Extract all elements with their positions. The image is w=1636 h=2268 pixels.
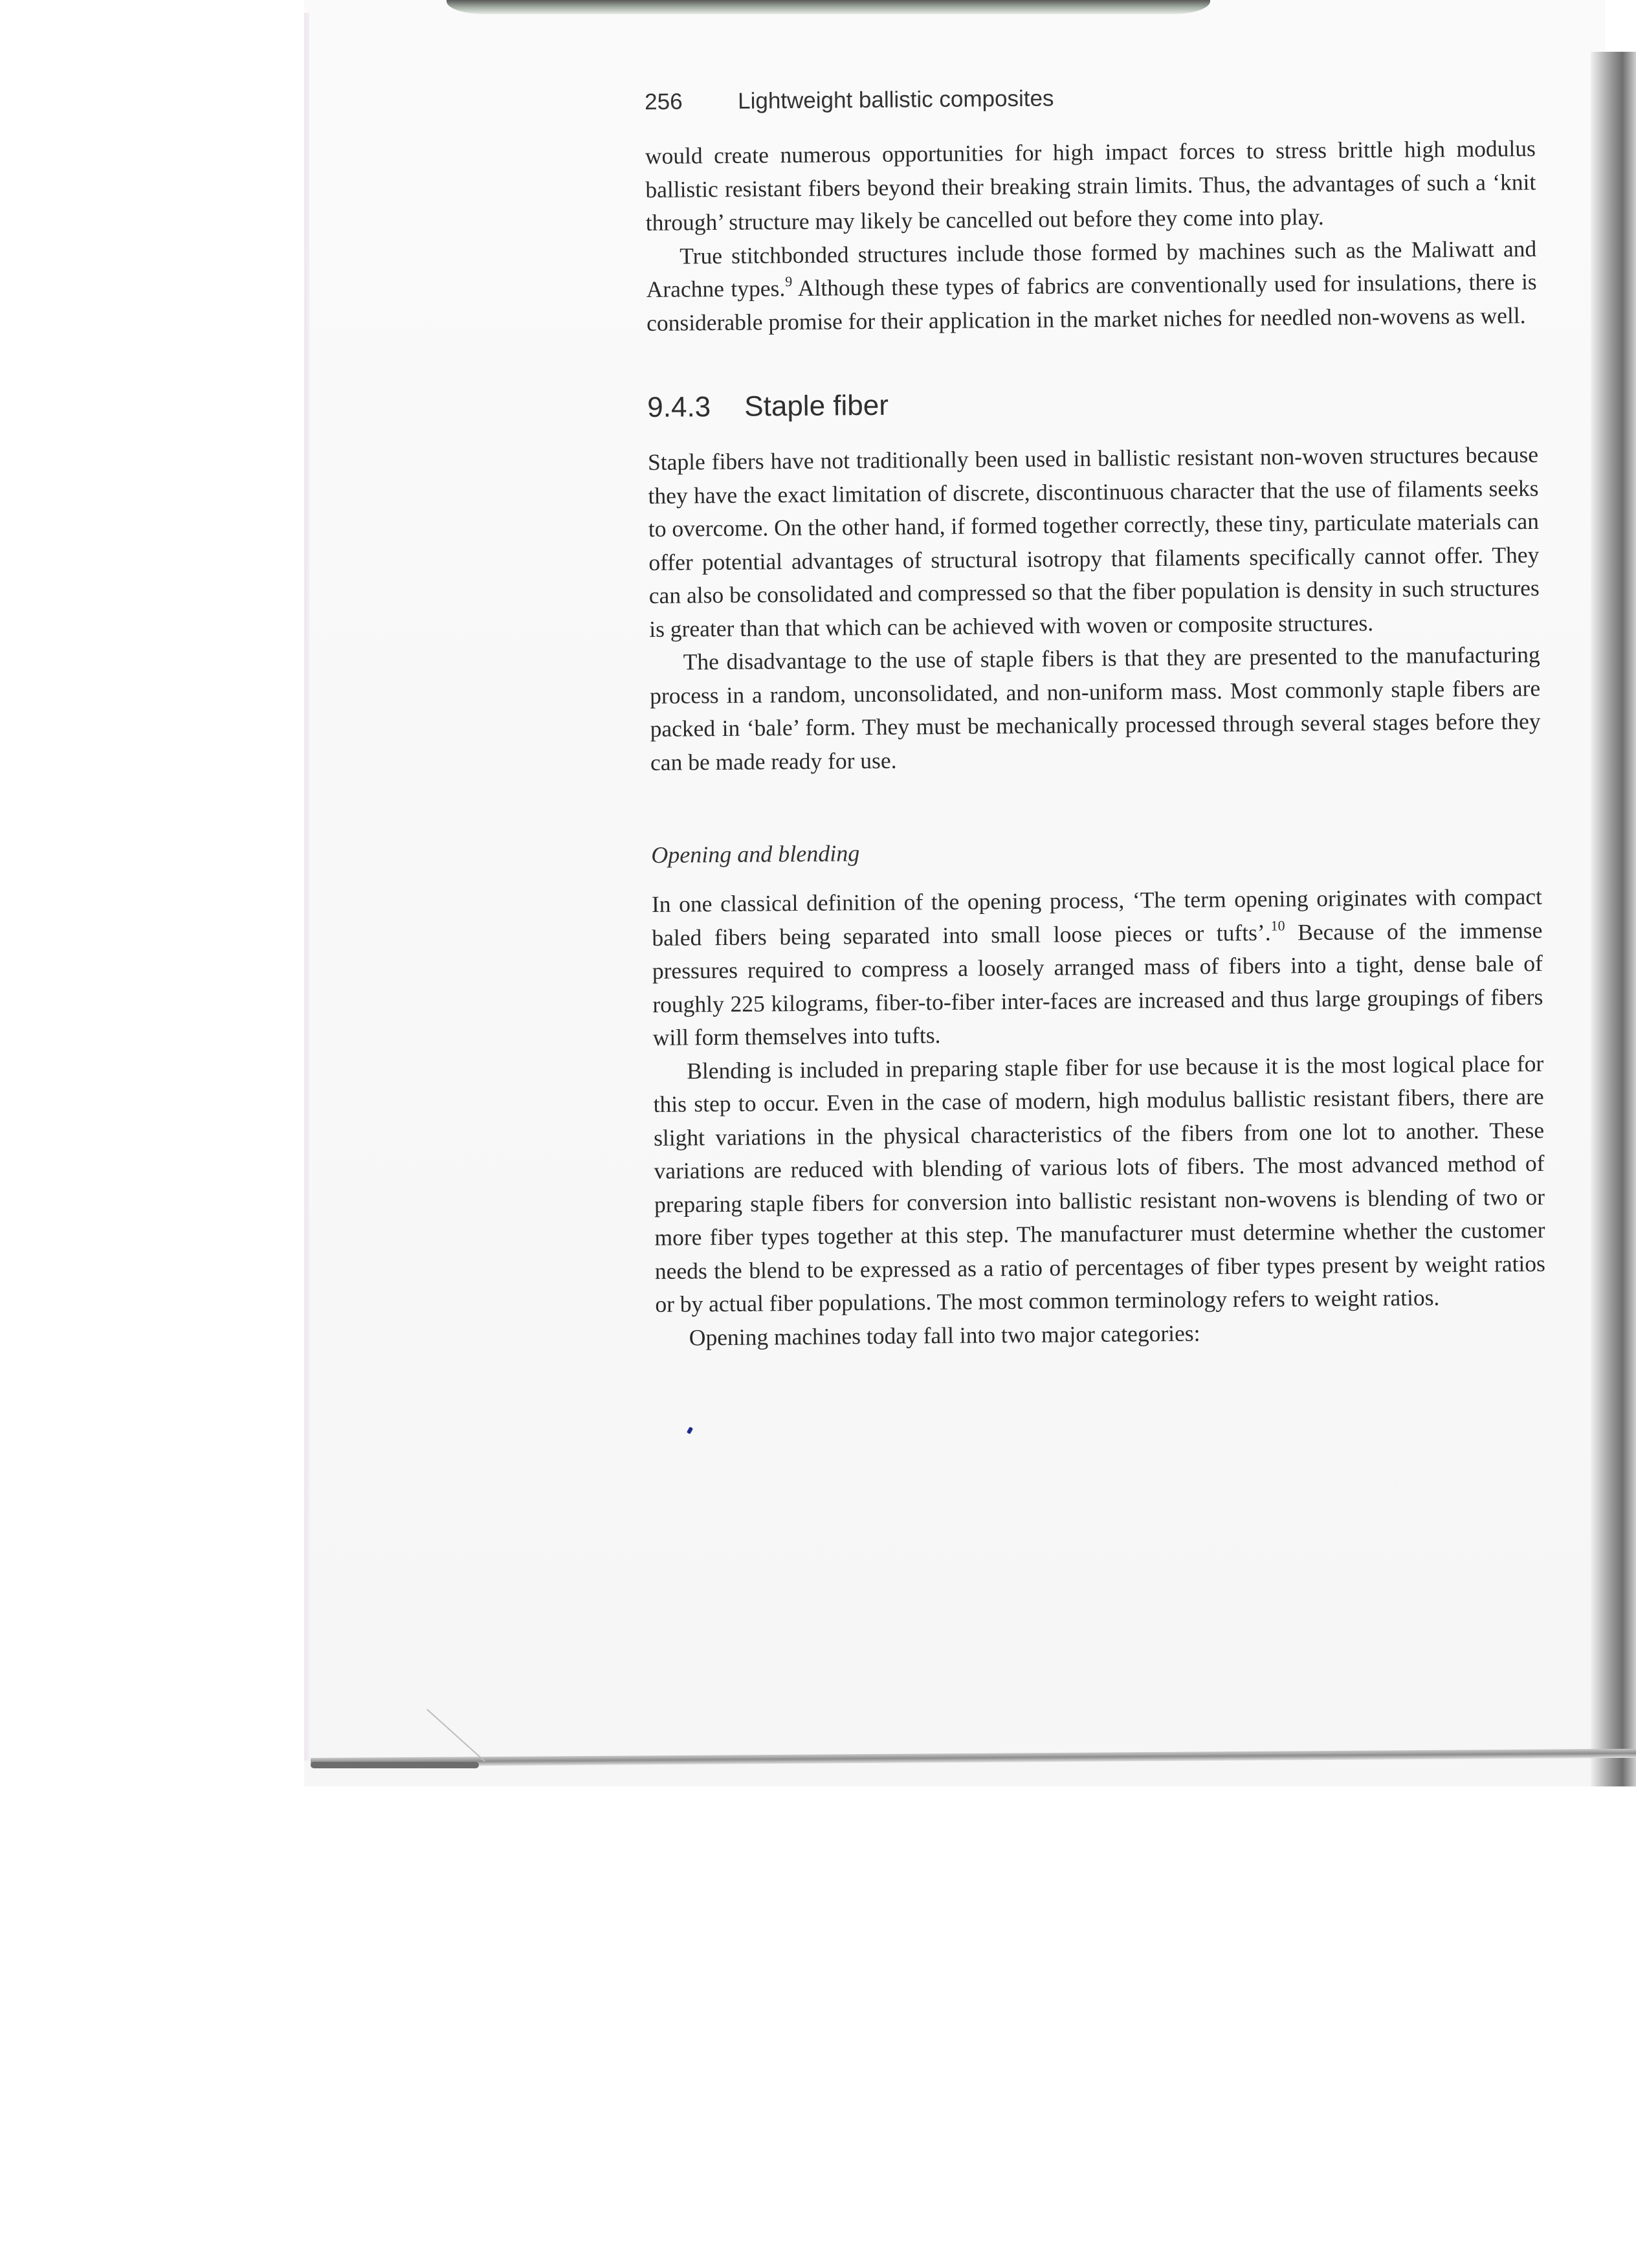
section-heading — [647, 384, 1538, 424]
paragraph-opening-definition — [652, 880, 1543, 1054]
paragraph-text: Because of the immense pressures required to compress a loosely arranged mass of fibers into a tight, dense bale of roughly 225 kilograms, fiber-to-fiber inter-faces are increased and thus large groupings of fibers will form themselves into tufts. — [652, 917, 1543, 1051]
page-corner-shadow — [311, 1762, 479, 1768]
paragraph-continued: would create numerous opportunities for high impact forces to stress brittle high modulus ballistic resistant fibers beyond their breaking strain limits. Thus, the advantages of such a ‘knit through’ structure may likely be cancelled out before they come into play. — [645, 135, 1536, 236]
paragraph-stitchbonded — [646, 232, 1537, 340]
running-head-title: Lightweight ballistic composites — [737, 85, 1054, 114]
page-content — [645, 82, 1546, 1355]
paragraph-staple-disadvantage: The disadvantage to the use of staple fibers is that they are presented to the manufacturing process in a random, unconsolidated, and non-uniform mass. Most commonly staple fibers are packed in ‘bale’ form. They must be mechanically processed through several stages before they can be made ready for use. — [649, 641, 1541, 775]
paragraph-staple-intro: Staple fibers have not traditionally been used in ballistic resistant non-woven structures because they have the exact limitation of discrete, discontinuous character that the use of filaments seeks to overcome. On the other hand, if formed together correctly, these tiny, particulate materials can offer potential advantages of structural isotropy that filaments specifically cannot offer. They can also be consolidated and compressed so that the fiber population is density in such structures is greater than that which can be achieved with woven or composite structures. — [647, 441, 1540, 642]
paragraph-text: True stitchbonded structures include those formed by machines such as the Maliwatt and Arachne types. — [646, 235, 1537, 302]
paragraph-opening-machines: Opening machines today fall into two major categories: — [689, 1320, 1200, 1350]
page-top-edge — [447, 0, 1210, 14]
footnote-ref-9: 9 — [785, 273, 793, 290]
paragraph-text: Although these types of fabrics are conventionally used for insulations, there is considerable promise for their application in the market niches for needled non-wovens as well. — [646, 268, 1537, 336]
page-gutter-fold — [304, 13, 309, 1761]
section-number: 9.4.3 — [647, 391, 711, 423]
book-spine-shadow — [1591, 52, 1636, 1786]
subsection-heading: Opening and blending — [651, 840, 860, 868]
footnote-ref-10: 10 — [1270, 917, 1285, 934]
page-number: 256 — [645, 89, 683, 115]
section-title: Staple fiber — [744, 389, 889, 423]
paragraph-blending: Blending is included in preparing staple fiber for use because it is the most logical place for this step to occur. Even in the case of modern, high modulus ballistic resistant fibers, there are slight variations in the physical characteristics of the fibers from one lot to another. These variations are reduced with blending of various lots of fibers. The most advanced method of preparing staple fibers for conversion into ballistic resistant non-wovens is blending of two or more fiber types together at this step. The manufacturer must determine whether the customer needs the blend to be expressed as a ratio of percentages of fiber types present by weight ratios or by actual fiber populations. The most common terminology refers to weight ratios. — [653, 1050, 1546, 1317]
paragraph-text: In one classical definition of the opening process, ‘The term opening originates with compact baled fibers being separated into small loose pieces or tufts’. — [651, 883, 1543, 951]
